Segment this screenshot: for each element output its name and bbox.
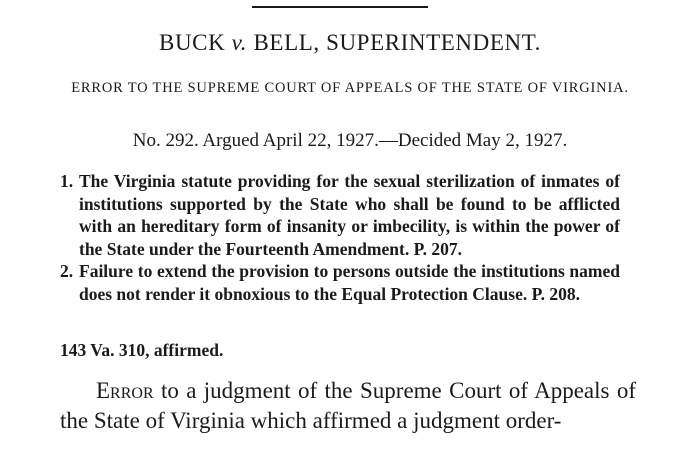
docket-line: No. 292. Argued April 22, 1927.—Decided May 2, 1927.: [132, 130, 568, 151]
opinion-lead-word: Error: [96, 378, 154, 403]
case-title-versus: v.: [231, 30, 248, 55]
case-title-petitioner: BUCK: [159, 30, 226, 55]
top-rule: [252, 6, 428, 8]
opinion-text: to a judgment of the Supreme Court of Appeals of the State of Virginia which affirmed a judgment order-: [60, 378, 636, 433]
error-heading: ERROR TO THE SUPREME COURT OF APPEALS OF THE STATE OF VIRGINIA.: [71, 80, 629, 96]
holding-text: The Virginia statute providing for the sexual sterilization of inmates of institutions supported by the State who shall be found to be afflicted with an hereditary form of insanity or imbecility, is within the power of the State under the Fourteenth Amendment. P. 207.: [79, 171, 620, 259]
holding-item: [60, 260, 620, 305]
holdings-list: [60, 170, 620, 306]
opinion-paragraph: [60, 376, 636, 436]
holding-number: 1.: [60, 171, 74, 191]
holding-item: [60, 170, 620, 260]
case-title: [0, 30, 700, 56]
lower-court-citation: 143 Va. 310, affirmed.: [60, 340, 224, 360]
holding-text: Failure to extend the provision to persons outside the institutions named does not render it obnoxious to the Equal Protection Clause. P. 208.: [79, 261, 620, 304]
holding-number: 2.: [60, 261, 74, 282]
case-title-respondent: BELL, SUPERINTENDENT.: [253, 30, 541, 55]
